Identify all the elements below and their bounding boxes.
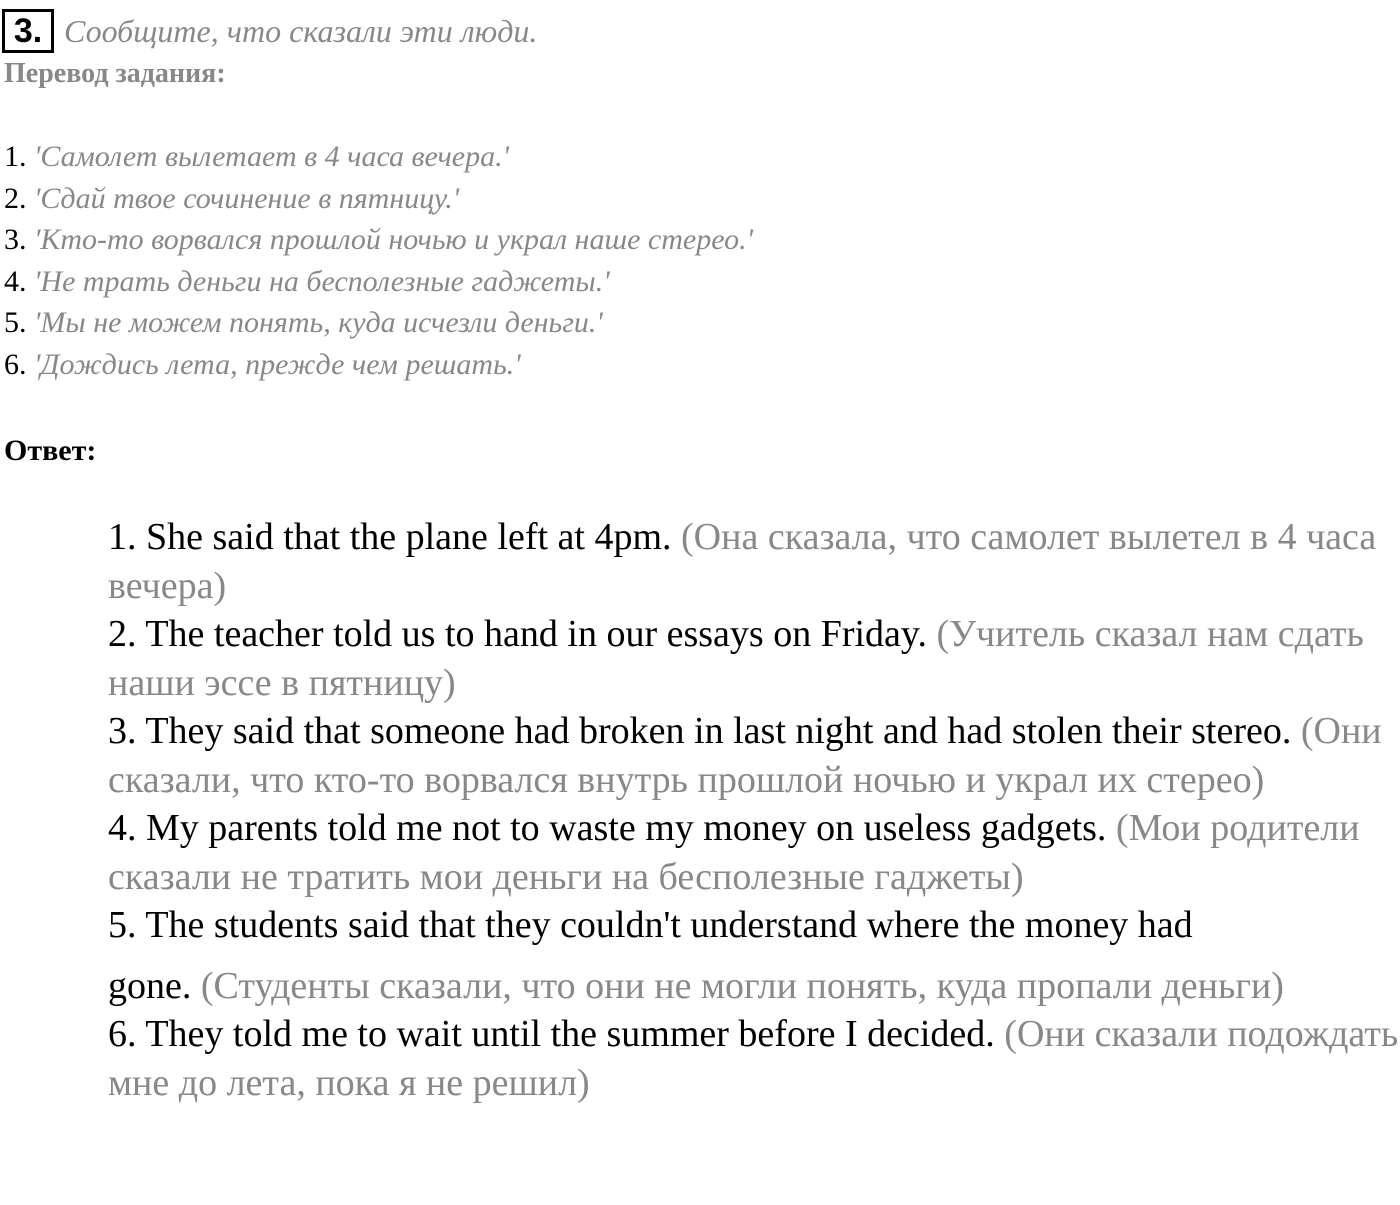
answer-item <box>108 513 1400 610</box>
answer-russian-translation: (Она сказала, что самолет вылетел в 4 часа вечера) <box>108 516 1377 607</box>
answer-english-continued: gone. <box>108 964 192 1007</box>
task-header <box>2 8 537 54</box>
answer-item <box>108 804 1400 901</box>
answer-continuation <box>108 962 1284 1011</box>
answer-english: 2. The teacher told us to hand in our essays on Friday. <box>108 613 927 655</box>
sentence-number: 1. <box>4 140 27 173</box>
answer-english: 1. She said that the plane left at 4pm. <box>108 516 672 558</box>
answer-english: 6. They told me to wait until the summer before I decided. <box>108 1013 995 1055</box>
answer-russian-translation: (Учитель сказал нам сдать наши эссе в пятницу) <box>108 613 1364 704</box>
translation-sentence <box>4 136 753 178</box>
translation-sentence <box>4 261 753 303</box>
sentence-text: 'Сдай твое сочинение в пятницу.' <box>34 181 460 215</box>
sentence-text: 'Не трать деньги на бесполезные гаджеты.' <box>34 264 610 298</box>
answer-item <box>108 610 1400 707</box>
sentence-number: 3. <box>4 223 27 257</box>
sentence-text: 'Мы не можем понять, куда исчезли деньги.' <box>34 306 603 340</box>
answer-russian-translation: (Они сказали подождать мне до лета, пока я не решил) <box>108 1013 1399 1104</box>
translation-sentence <box>4 302 753 344</box>
translation-sentence-list <box>4 136 753 386</box>
sentence-number: 5. <box>4 306 27 340</box>
translation-sentence <box>4 344 753 386</box>
answer-english: 5. The students said that they couldn't understand where the money had <box>108 904 1193 946</box>
answer-russian-translation: (Они сказали, что кто-то ворвался внутрь прошлой ночью и украл их стерео) <box>108 710 1382 801</box>
sentence-number: 6. <box>4 347 27 381</box>
sentence-number: 4. <box>4 264 27 298</box>
answer-russian-translation: (Студенты сказали, что они не могли понять, куда пропали деньги) <box>200 964 1284 1007</box>
sentence-text: 'Кто-то ворвался прошлой ночью и украл наше стерео.' <box>34 223 754 257</box>
answer-list <box>108 513 1400 1107</box>
translation-heading: Перевод задания: <box>4 58 226 89</box>
answer-item <box>108 707 1400 804</box>
sentence-text: 'Самолет вылетает в 4 часа вечера.' <box>34 140 510 173</box>
task-number-badge: 3. <box>2 9 54 53</box>
answer-english: 3. They said that someone had broken in last night and had stolen their stereo. <box>108 710 1292 752</box>
translation-sentence <box>4 219 753 261</box>
answer-item <box>108 901 1400 1010</box>
task-instruction: Сообщите, что сказали эти люди. <box>64 12 538 49</box>
answer-english: 4. My parents told me not to waste my money on useless gadgets. <box>108 807 1107 849</box>
answer-russian-translation: (Мои родители сказали не тратить мои деньги на бесполезные гаджеты) <box>108 807 1360 898</box>
sentence-text: 'Дождись лета, прежде чем решать.' <box>34 347 521 381</box>
answer-item <box>108 1010 1400 1107</box>
answer-heading: Ответ: <box>4 434 97 467</box>
translation-sentence <box>4 178 753 220</box>
sentence-number: 2. <box>4 181 27 215</box>
